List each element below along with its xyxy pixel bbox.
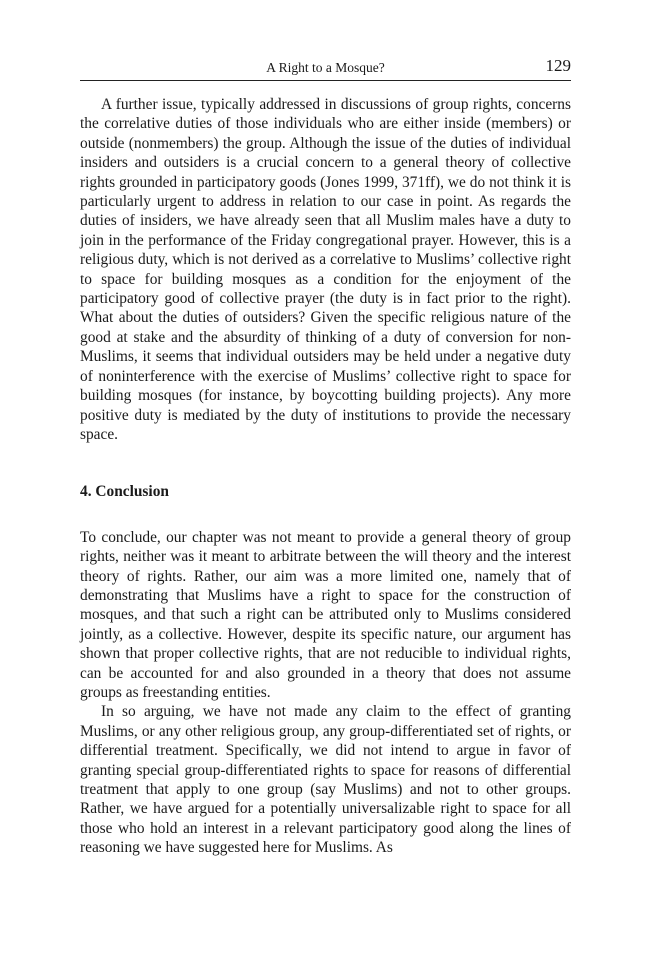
running-title: A Right to a Mosque? (266, 60, 385, 75)
running-header (80, 56, 571, 81)
book-page (80, 56, 571, 858)
paragraph-group-duties: A further issue, typically addressed in discussions of group rights, concerns the correlative duties of those individuals who are either inside (members) or outside (nonmembers) the group. Although the issue of the duties of individual insiders and outsiders is a crucial concern to a general theory of collective rights grounded in participatory goods (Jones 1999, 371ff), we do not think it is particularly urgent to address in relation to our case in point. As regards the duties of insiders, we have already seen that all Muslim males have a duty to join in the performance of the Friday congregational prayer. However, this is a religious duty, which is not derived as a correlative to Muslims’ collective right to space for building mosques as a condition for the enjoyment of the participatory good of collective prayer (the duty is in fact prior to the right). What about the duties of outsiders? Given the specific religious nature of the good at stake and the absurdity of thinking of a duty of conversion for non-Muslims, it seems that individual outsiders may be held under a negative duty of noninterference with the exercise of Muslims’ collective right to space for building mosques (for instance, by boycotting building projects). Any more positive duty is mediated by the duty of institutions to provide the necessary space. (80, 96, 571, 443)
paragraph-conclusion-argument: In so arguing, we have not made any claim to the effect of granting Muslims, or any other religious group, any group-differentiated set of rights, or differential treatment. Specifically, we did not intend to argue in favor of granting special group-differentiated rights to space for reasons of differential treatment that apply to one group (say Muslims) and not to other groups. Rather, we have argued for a potentially universalizable right to space for all those who hold an interest in a relevant participatory good along the lines of reasoning we have suggested here for Muslims. As (80, 703, 571, 857)
section-heading-conclusion: 4. Conclusion (80, 483, 169, 501)
page-number: 129 (545, 56, 571, 75)
paragraph-conclusion-intro: To conclude, our chapter was not meant to provide a general theory of group rights, neither was it meant to arbitrate between the will theory and the interest theory of rights. Rather, our aim was a more limited one, namely that of demonstrating that Muslims have a right to space for the construction of mosques, and that such a right can be attributed only to Muslims considered jointly, as a collective. However, despite its specific nature, our argument has shown that proper collective rights, that are not reducible to individual rights, can be accounted for and also grounded in a theory that does not assume groups as freestanding entities. (80, 528, 571, 701)
page-body (80, 95, 571, 858)
